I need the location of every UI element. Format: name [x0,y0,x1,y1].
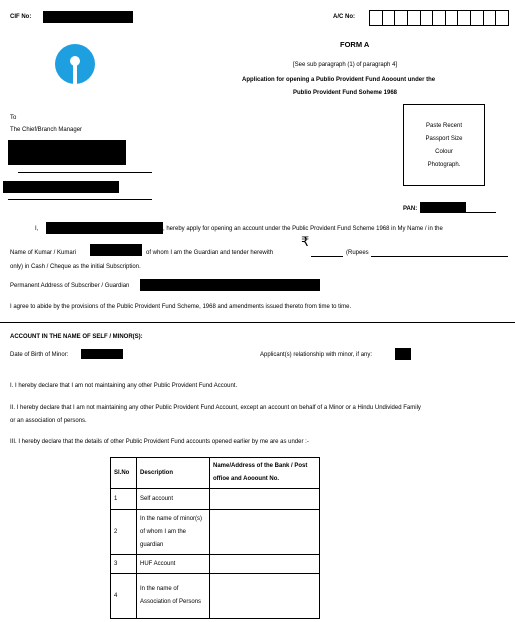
kumar-label: Name of Kumar / Kumari [10,250,77,256]
text-i: I, [35,226,39,232]
table-row [111,574,320,619]
table-cell: Self account [137,489,210,510]
photo-line: Paste Recent [425,122,463,129]
form-application-line1: Application for opening a Publio Provident Fund Aooount under the [242,77,436,83]
branch-address-line [8,199,152,200]
declaration-1: I. I hereby declare that I am not maintaining any other Public Provident Fund Account. [10,383,238,389]
table-input-cell[interactable] [210,510,320,555]
photo-line: Passport Size [425,135,463,142]
branch-address-redacted [3,181,119,193]
table-cell: In the name of minor(s) of whom I am the guardian [137,510,210,555]
amount-line[interactable] [311,256,343,257]
branch-redacted [8,140,126,165]
cif-label: CIF No: [10,14,32,20]
address-manager: The Chief/Branch Manager [10,127,83,133]
table-input-cell[interactable] [210,489,320,510]
form-title: FORM A [340,40,370,49]
section-divider [0,322,515,323]
table-input-cell[interactable] [210,574,320,619]
permanent-address-redacted [140,279,320,291]
rupee-icon: ₹ [301,234,310,249]
pan-label: PAN: [403,206,418,212]
address-to: To [10,115,17,121]
relationship-label: Applicant(s) relationship with minor, if any: [260,352,373,358]
photo-line: Colour [435,148,453,155]
form-application-line2: Publio Provident Fund Soheme 1968 [293,90,398,96]
guardian-text: of whom I am the Guardian and tender herewith [146,250,274,256]
declaration-3: III. I hereby declare that the details of other Public Provident Fund accounts opened earlier by me are as under :- [10,439,309,445]
relationship-redacted [395,348,411,360]
rupees-label: (Rupees [346,250,369,256]
pan-line [420,212,496,213]
declaration-2b: or an association of persons. [10,418,87,424]
ac-number-boxes[interactable] [369,10,509,26]
bank-logo-icon [54,43,96,85]
table-cell: In the name of Association of Persons [137,574,210,619]
minor-name-redacted [90,244,142,256]
table-cell: 3 [111,555,137,574]
table-header-slno: Sl.No [111,458,137,489]
branch-line [18,172,152,173]
table-row [111,555,320,574]
applicant-name-redacted [46,222,163,234]
only-text: only) in Cash / Cheque as the initial Subscription. [10,264,141,270]
table-cell: 4 [111,574,137,619]
table-header-description: Description [137,458,210,489]
photo-line: Photograph. [427,161,461,168]
table-cell: 1 [111,489,137,510]
cif-value-redacted [43,11,133,23]
table-cell: HUF Account [137,555,210,574]
agree-text: I agree to abide by the provisions of the Public Provident Fund Scheme, 1968 and amendments issued thereto from time to time. [10,304,352,310]
table-row [111,489,320,510]
pf-accounts-table [110,457,320,619]
permanent-address-label: Permanent Address of Subscriber / Guardian [10,283,130,289]
minor-heading: ACCOUNT IN THE NAME OF SELF / MINOR(S): [10,334,143,340]
dob-redacted [81,349,123,359]
table-input-cell[interactable] [210,555,320,574]
rupees-words-line[interactable] [371,256,508,257]
photo-box[interactable] [403,104,485,186]
table-cell: 2 [111,510,137,555]
dob-label: Date of Birth of Minor: [10,352,69,358]
table-row [111,510,320,555]
ac-label: A/C No: [333,14,355,20]
form-sub-reference: [See sub paragraph (1) of paragraph 4] [293,62,398,68]
pan-redacted [420,202,466,212]
declaration-2a: II. I hereby declare that I am not maintaining any other Public Provident Fund Account, except an account on behalf of a Minor or a Hindu Undivided Family [10,405,421,411]
apply-text: , hereby apply for opening an account under the Public Provident Fund Scheme 1968 in My Name / in the [163,226,443,232]
table-header-bank: Name/Address of the Bank / Post offioe and Aooount No. [210,458,320,489]
